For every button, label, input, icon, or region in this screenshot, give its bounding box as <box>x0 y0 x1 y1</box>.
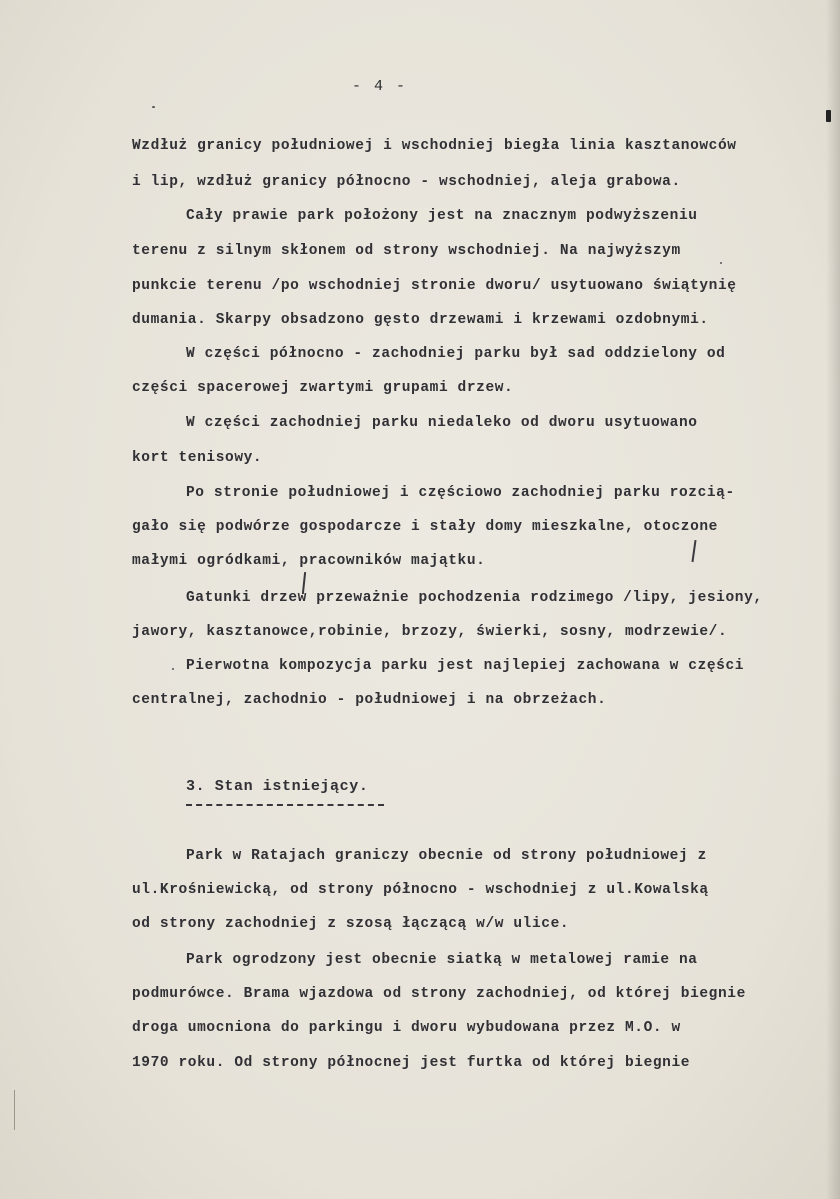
text-line: jawory, kasztanowce,robinie, brzozy, świerki, sosny, modrzewie/. <box>132 624 728 640</box>
text-line: punkcie terenu /po wschodniej stronie dworu/ usytuowano świątynię <box>132 278 737 294</box>
text-line: części spacerowej zwartymi grupami drzew. <box>132 380 514 396</box>
text-line: Po stronie południowej i częściowo zachodniej parku rozcią- <box>186 485 735 501</box>
text-line: Pierwotna kompozycja parku jest najlepiej zachowana w części <box>186 658 745 674</box>
text-line: od strony zachodniej z szosą łączącą w/w ulice. <box>132 916 570 932</box>
text-line: Park ogrodzony jest obecnie siatką w metalowej ramie na <box>186 952 698 968</box>
text-line: kort tenisowy. <box>132 450 263 466</box>
text-line: terenu z silnym skłonem od strony wschodniej. Na najwyższym <box>132 243 681 259</box>
text-line: centralnej, zachodnio - południowej i na obrzeżach. <box>132 692 607 708</box>
text-line: W części północno - zachodniej parku był sad oddzielony od <box>186 346 726 362</box>
text-line: W części zachodniej parku niedaleko od dworu usytuowano <box>186 415 698 431</box>
text-line: droga umocniona do parkingu i dworu wybudowana przez M.O. w <box>132 1020 681 1036</box>
text-line: Gatunki drzew przeważnie pochodzenia rodzimego /lipy, jesiony, <box>186 590 763 606</box>
text-line: i lip, wzdłuż granicy północno - wschodniej, aleja grabowa. <box>132 174 681 190</box>
text-line: 1970 roku. Od strony północnej jest furtka od której biegnie <box>132 1055 691 1071</box>
text-line: gało się podwórze gospodarcze i stały domy mieszkalne, otoczone <box>132 519 718 535</box>
text-line: Cały prawie park położony jest na znacznym podwyższeniu <box>186 208 698 224</box>
text-line: Park w Ratajach graniczy obecnie od strony południowej z <box>186 848 707 864</box>
handwritten-tick-mark <box>691 540 696 562</box>
heading-underline <box>186 804 384 806</box>
text-line: małymi ogródkami, pracowników majątku. <box>132 553 486 569</box>
page-edge-shadow <box>826 0 840 1199</box>
text-line: Wzdłuż granicy południowej i wschodniej biegła linia kasztanowców <box>132 138 737 154</box>
text-line: ul.Krośniewicką, od strony północno - wschodniej z ul.Kowalską <box>132 882 709 898</box>
text-line: podmurówce. Brama wjazdowa od strony zachodniej, od której biegnie <box>132 986 746 1002</box>
page-number: - 4 - <box>352 78 408 95</box>
section-heading: 3. Stan istniejący. <box>186 778 369 795</box>
text-line: dumania. Skarpy obsadzono gęsto drzewami i krzewami ozdobnymi. <box>132 312 709 328</box>
